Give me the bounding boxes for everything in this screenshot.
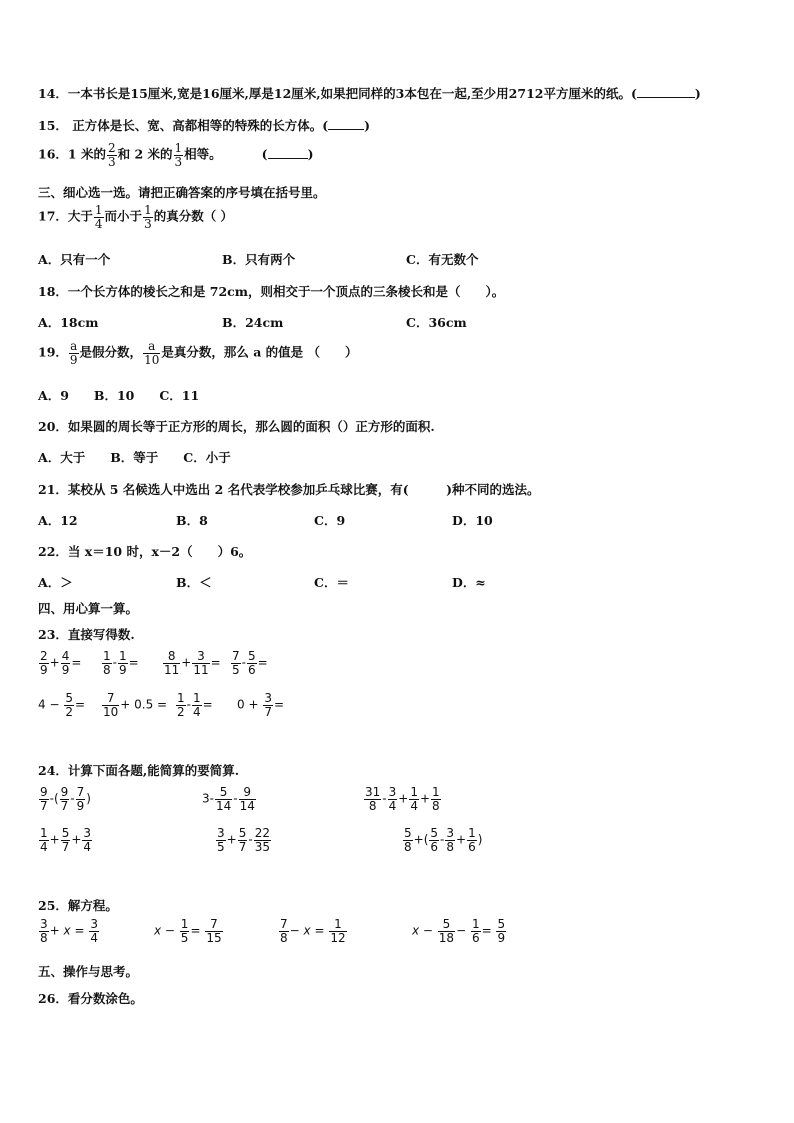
question-25-title: 25．解方程。 — [38, 898, 118, 913]
expression: $\frac{7}{10}$ + 0.5 = — [103, 691, 168, 719]
expression: $\frac{1}{2}$ - $\frac{1}{4}$ = — [177, 691, 213, 719]
equation: x − $\frac{1}{5}$ = $\frac{7}{15}$ — [154, 917, 222, 945]
option-a[interactable]: A．＞ — [38, 575, 73, 590]
option-b[interactable]: B．＜ — [176, 575, 212, 590]
question-21: 21．某校从 5 名候选人中选出 2 名代表学校参加乒乓球比赛，有( )种不同的选法。 — [38, 482, 540, 497]
question-26: 26．看分数涂色。 — [38, 991, 143, 1006]
answer-blank[interactable] — [637, 97, 695, 98]
option-d[interactable]: D．10 — [452, 513, 493, 528]
question-20: 20．如果圆的周长等于正方形的周长，那么圆的面积（）正方形的面积. — [38, 419, 435, 434]
expression: $\frac{7}{5}$ - $\frac{5}{6}$ = — [232, 649, 268, 677]
option-d[interactable]: D．≈ — [452, 575, 486, 590]
expression: $\frac{31}{8}$ - $\frac{3}{4}$ + $\frac{1}{4}$ + $\frac{1}{8}$ — [365, 785, 440, 813]
fraction: $\frac{1}{3}$ — [144, 203, 152, 231]
question-22: 22．当 x＝10 时，x－2（ ）6。 — [38, 544, 252, 559]
fraction: $\frac{1}{4}$ — [94, 203, 103, 231]
options[interactable]: A．9 B．10 C．11 — [38, 388, 200, 403]
equation: x − $\frac{5}{18}$ − $\frac{1}{6}$ = $\frac{5}{9}$ — [412, 917, 506, 945]
option-a[interactable]: A．只有一个 — [38, 252, 111, 267]
option-c[interactable]: C．＝ — [314, 575, 349, 590]
option-c[interactable]: C．有无数个 — [406, 252, 479, 267]
answer-blank[interactable] — [268, 158, 308, 159]
option-b[interactable]: B．24cm — [222, 315, 284, 330]
fraction: $\frac{1}{3}$ — [174, 141, 183, 169]
expression: $\frac{1}{4}$ + $\frac{5}{7}$ + $\frac{3}{4}$ — [40, 826, 92, 854]
expression: 0 + $\frac{3}{7}$ = — [237, 691, 285, 719]
option-b[interactable]: B．只有两个 — [222, 252, 296, 267]
option-b[interactable]: B．8 — [176, 513, 208, 528]
fraction: $\frac{2}{3}$ — [107, 141, 116, 169]
expression: $\frac{5}{8}$ +( $\frac{5}{6}$ - $\frac{3}{8}$ + $\frac{1}{6}$ ) — [404, 826, 483, 854]
expression: 4 − $\frac{5}{2}$ = — [38, 691, 86, 719]
expression: $\frac{2}{9}$ + $\frac{4}{9}$ = — [40, 649, 82, 677]
fraction: $\frac{a}{10}$ — [144, 339, 160, 367]
expression: 3- $\frac{5}{14}$ - $\frac{9}{14}$ — [202, 785, 255, 813]
expression: $\frac{9}{7}$ -( $\frac{9}{7}$ - $\frac{7}{9}$ ) — [40, 785, 91, 813]
option-a[interactable]: A．18cm — [38, 315, 99, 330]
option-a[interactable]: A．12 — [38, 513, 78, 528]
fraction: $\frac{a}{9}$ — [69, 339, 78, 367]
section-3-heading: 三、细心选一选。请把正确答案的序号填在括号里。 — [38, 185, 326, 200]
question-17: 17．大于 $\frac{1}{4}$ 而小于 $\frac{1}{3}$ 的真分数（ ） — [38, 203, 234, 231]
option-c[interactable]: C．9 — [314, 513, 346, 528]
expression: $\frac{1}{8}$ - $\frac{1}{9}$ = — [103, 649, 139, 677]
question-23-title: 23．直接写得数. — [38, 627, 135, 642]
question-18: 18．一个长方体的棱长之和是 72cm，则相交于一个顶点的三条棱长和是（ ）。 — [38, 284, 505, 299]
expression: $\frac{3}{5}$ + $\frac{5}{7}$ - $\frac{22}{35}$ — [217, 826, 270, 854]
expression: $\frac{8}{11}$ + $\frac{3}{11}$ = — [164, 649, 221, 677]
options[interactable]: A．大于 B．等于 C．小于 — [38, 450, 231, 465]
question-16: 16．1 米的 $\frac{2}{3}$ 和 2 米的 $\frac{1}{3}$ 相等。 ( ) — [38, 141, 314, 169]
question-19: 19． $\frac{a}{9}$ 是假分数， $\frac{a}{10}$ 是真分数，那么 a 的值是 （ ） — [38, 339, 358, 367]
option-c[interactable]: C．36cm — [406, 315, 467, 330]
equation: $\frac{7}{8}$ − x = $\frac{1}{12}$ — [280, 917, 346, 945]
answer-blank[interactable] — [328, 129, 364, 130]
section-5-heading: 五、操作与思考。 — [38, 964, 139, 979]
section-4-heading: 四、用心算一算。 — [38, 601, 139, 616]
question-15: 15． 正方体是长、宽、高都相等的特殊的长方体。( ) — [38, 118, 371, 133]
question-14: 14．一本书长是15厘米,宽是16厘米,厚是12厘米,如果把同样的3本包在一起,至少用2712平方厘米的纸。( ) — [38, 86, 701, 101]
question-24-title: 24．计算下面各题,能简算的要简算. — [38, 763, 240, 778]
equation: $\frac{3}{8}$ + x = $\frac{3}{4}$ — [40, 917, 98, 945]
